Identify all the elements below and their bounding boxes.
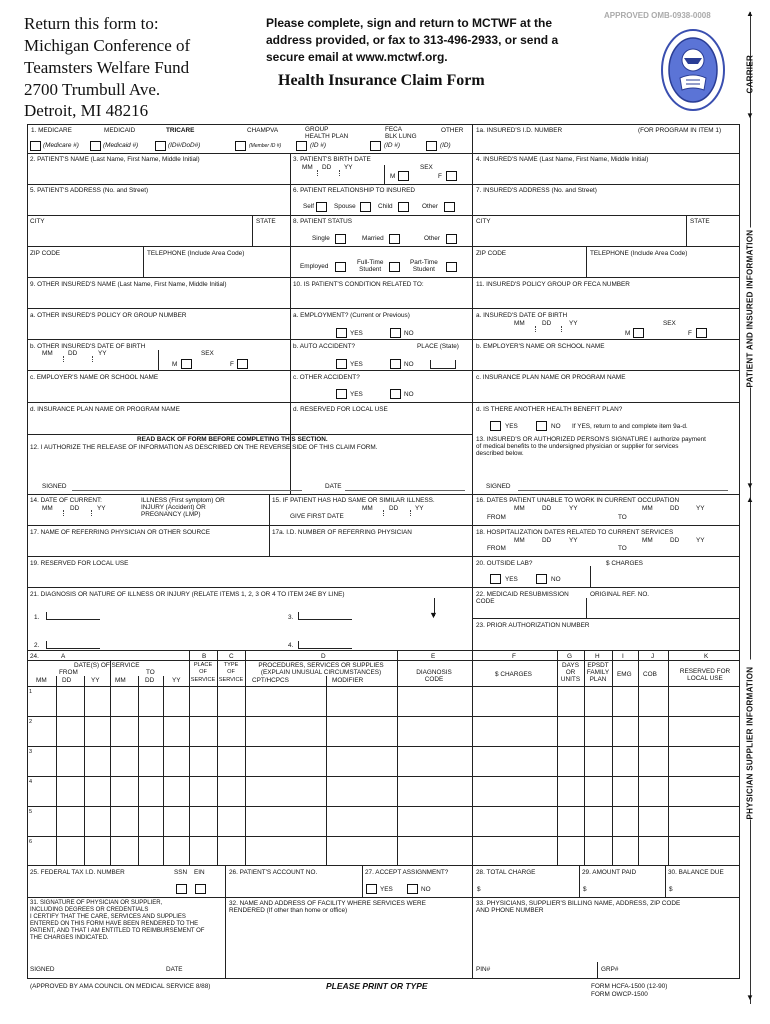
approved-omb: APPROVED OMB-0938-0008 [604,11,711,20]
married-label: Married [362,235,384,242]
row-number: 1 [29,689,33,695]
zip-label: ZIP CODE [30,250,61,257]
mm-label: MM [36,677,47,684]
mm-label: MM [42,350,53,357]
dd-label: DD [322,164,332,171]
other-accident-yes-checkbox[interactable] [336,389,347,399]
yy-label: YY [569,320,578,327]
state-label: STATE [256,218,276,225]
col-j-label: J [651,653,655,660]
yy-label: YY [97,505,106,512]
patient-address-label: 5. PATIENT'S ADDRESS (No. and Street) [30,187,149,194]
days-units-label: DAYS OR UNITS [560,662,581,684]
col-c-label: C [229,653,234,660]
dd-label: DD [389,505,399,512]
employment-yes-label: YES [350,330,363,337]
mm-label: MM [362,505,373,512]
return-to-line2: Michigan Conference of [24,36,191,55]
insurance-plan-label: c. INSURANCE PLAN NAME OR PROGRAM NAME [476,374,626,381]
employment-label: a. EMPLOYMENT? (Current or Previous) [293,312,410,319]
total-charge-label: 28. TOTAL CHARGE [476,869,536,876]
billing-info-label: 33. PHYSICIANS, SUPPLIER'S BILLING NAME, ADDRESS, ZIP CODE AND PHONE NUMBER [476,900,681,915]
male-label: M [625,330,631,337]
yy-label: YY [569,537,578,544]
spouse-checkbox[interactable] [360,202,371,212]
date-current-label: 14. DATE OF CURRENT: [30,497,102,504]
dd-label: DD [70,505,80,512]
form-owcp: FORM OWCP-1500 [591,991,648,998]
lab-no-label: NO [551,576,561,583]
instructions-line2: address provided, or fax to 313-496-2933, or send a [266,33,559,47]
epsdt-label: EPSDT FAMILY PLAN [586,662,610,684]
benefit-yes-checkbox[interactable] [490,421,501,431]
other-status-checkbox[interactable] [446,234,457,244]
other-id: (ID) [440,142,451,149]
part-time-label: Part-Time Student [410,259,438,273]
insured-state-label: STATE [690,218,710,225]
medicaid-label: MEDICAID [104,127,136,134]
yy-label: YY [569,505,578,512]
date-label: DATE [325,483,342,490]
other-accident-no-checkbox[interactable] [390,389,401,399]
feca-id: (ID #) [384,142,400,149]
ein-label: EIN [194,869,205,876]
mm-label: MM [115,677,126,684]
col-a-label: A [61,653,66,660]
part-time-checkbox[interactable] [446,262,457,272]
dd-label: DD [542,537,552,544]
spouse-label: Spouse [334,203,356,210]
give-first-date-label: GIVE FIRST DATE [290,513,344,520]
tax-id-label: 25. FEDERAL TAX I.D. NUMBER [30,869,125,876]
benefit-no-checkbox[interactable] [536,421,547,431]
form-hcfa: FORM HCFA-1500 (12-90) [591,983,668,990]
teamsters-logo [660,28,726,112]
pin-label: PIN# [476,966,491,973]
emg-label: EMG [617,671,632,678]
service-from-label: FROM [59,669,78,676]
auto-yes-checkbox[interactable] [336,359,347,369]
patient-info-label: PATIENT AND INSURED INFORMATION [746,228,755,388]
diagnosis-label: 21. DIAGNOSIS OR NATURE OF ILLNESS OR INJURY (RELATE ITEMS 1, 2, 3 OR 4 TO ITEM 24E BY LINE) [30,591,345,598]
medicare-num: (Medicare #) [43,142,79,149]
yy-label: YY [696,537,705,544]
place-service-label: PLACE OF SERVICE [190,662,216,683]
arrow-down-icon: ▼ [746,111,754,120]
dd-label: DD [68,350,78,357]
row-number: 5 [29,809,33,815]
yy-label: YY [98,350,107,357]
sex-label: SEX [663,320,676,327]
assignment-yes-checkbox[interactable] [366,884,377,894]
row-number: 3 [29,749,33,755]
charges-label: $ CHARGES [495,671,532,678]
instructions-line3: secure email at www.mctwf.org. [266,50,448,64]
mm-label: MM [514,537,525,544]
from-label: FROM [487,514,506,521]
relationship-label: 6. PATIENT RELATIONSHIP TO INSURED [293,187,416,194]
female-checkbox[interactable] [446,171,457,181]
medicaid-checkbox[interactable] [90,141,101,151]
referring-physician-label: 17. NAME OF REFERRING PHYSICIAN OR OTHER SOURCE [30,529,211,536]
place-state-label: PLACE (State) [417,343,459,350]
insured-signed-label: SIGNED [486,483,511,490]
condition-related-label: 10. IS PATIENT'S CONDITION RELATED TO: [293,281,424,288]
physician-signed-label: SIGNED [30,966,55,973]
group-id: (ID #) [310,142,326,149]
if-yes-note: If YES, return to and complete item 9a-d. [572,423,688,430]
paid-dollar: $ [583,886,587,893]
signed-label: SIGNED [42,483,67,490]
please-print: PLEASE PRINT OR TYPE [326,981,428,991]
birth-date-label: 3. PATIENT'S BIRTH DATE [293,156,371,163]
benefit-yes-label: YES [505,423,518,430]
approved-ama: (APPROVED BY AMA COUNCIL ON MEDICAL SERVICE 8/88) [30,983,211,990]
accept-assignment-label: 27. ACCEPT ASSIGNMENT? [365,869,449,876]
modifier-label: MODIFIER [332,677,364,684]
employment-no-checkbox[interactable] [390,328,401,338]
yy-label: YY [415,505,424,512]
to-label: TO [618,514,627,521]
diagnosis-1-field[interactable] [46,612,100,620]
account-no-label: 26. PATIENT'S ACCOUNT NO. [229,869,318,876]
insured-signature-label: 13. INSURED'S OR AUTHORIZED PERSON'S SIGNATURE I authorize payment of medical benefits to the undersigned physician or supplier for services described below. [476,436,706,458]
employed-checkbox[interactable] [335,262,346,272]
dd-label: DD [542,505,552,512]
feca-checkbox[interactable] [370,141,381,151]
employment-yes-checkbox[interactable] [336,328,347,338]
single-label: Single [312,235,330,242]
reserved-local-label: d. RESERVED FOR LOCAL USE [293,406,388,413]
sex-label: SEX [201,350,214,357]
diagnosis-3-field[interactable] [298,612,352,620]
for-program-label: (FOR PROGRAM IN ITEM 1) [638,127,722,134]
mm-label: MM [42,505,53,512]
insured-dob-label: a. INSURED'S DATE OF BIRTH [476,312,568,319]
other-insured-name-label: 9. OTHER INSURED'S NAME (Last Name, First Name, Middle Initial) [30,281,227,288]
full-time-checkbox[interactable] [389,262,400,272]
dd-label: DD [670,537,680,544]
other-employer-label: c. EMPLOYER'S NAME OR SCHOOL NAME [30,374,159,381]
policy-group-label: 11. INSURED'S POLICY GROUP OR FECA NUMBER [476,281,630,288]
auto-accident-label: b. AUTO ACCIDENT? [293,343,356,350]
original-ref-label: ORIGINAL REF. NO. [590,591,650,598]
diagnosis-4-field[interactable] [298,641,352,649]
physician-signature-label: 31. SIGNATURE OF PHYSICIAN OR SUPPLIER, INCLUDING DEGREES OR CREDENTIALS I CERTIFY THAT THE CARE, SERVICES AND SUPPLIES ENTERED ON THIS FORM HAVE BEEN RENDERED TO THE PATIENT, AND THAT I AM ENTITLED TO REIMBURSEMENT OF THE CHARGES INDICATED. [30,900,205,941]
group-health-label: GROUP HEALTH PLAN [305,126,349,141]
row-number: 2 [29,719,33,725]
reserved-local-label: RESERVED FOR LOCAL USE [679,668,731,683]
city-label: CITY [30,218,45,225]
other-accident-yes-label: YES [350,391,363,398]
auto-yes-label: YES [350,361,363,368]
dates-of-service-label: DATE(S) OF SERVICE [74,662,140,669]
hospitalization-label: 18. HOSPITALIZATION DATES RELATED TO CURRENT SERVICES [476,529,674,536]
type-service-label: TYPE OF SERVICE [218,662,244,683]
form-title: Health Insurance Claim Form [278,72,485,89]
yy-label: YY [344,164,353,171]
arrow-up-icon: ▲ [746,495,754,504]
ssn-checkbox[interactable] [176,884,187,894]
male-label: M [390,173,396,180]
lab-yes-label: YES [505,576,518,583]
yy-label: YY [696,505,705,512]
arrow-down-icon: ▼ [429,610,438,620]
col-d-label: D [321,653,326,660]
auto-no-label: NO [404,361,414,368]
yy-label: YY [172,677,181,684]
insured-id-label: 1a. INSURED'S I.D. NUMBER [476,127,563,134]
self-checkbox[interactable] [316,202,327,212]
medicare-label: 1. MEDICARE [31,127,72,134]
from-label: FROM [487,545,506,552]
read-back-notice: READ BACK OF FORM BEFORE COMPLETING THIS SECTION. [137,436,328,443]
outside-lab-label: 20. OUTSIDE LAB? [476,560,533,567]
insured-telephone-label: TELEPHONE (Include Area Code) [590,250,688,257]
other-rel-label: Other [422,203,438,210]
diagnosis-3-label: 3. [288,614,294,621]
unable-work-label: 16. DATES PATIENT UNABLE TO WORK IN CURRENT OCCUPATION [476,497,680,504]
medicare-checkbox[interactable] [30,141,41,151]
group-health-checkbox[interactable] [296,141,307,151]
diagnosis-2-label: 2. [34,642,40,649]
col-b-label: B [202,653,207,660]
col-i-label: I [622,653,624,660]
self-label: Self [303,203,315,210]
same-illness-label: 15. IF PATIENT HAS HAD SAME OR SIMILAR ILLNESS. [272,497,435,504]
return-to-line4: 2700 Trumbull Ave. [24,80,161,99]
assignment-yes-label: YES [380,886,393,893]
diagnosis-1-label: 1. [34,614,40,621]
dd-label: DD [670,505,680,512]
col-f-label: F [512,653,516,660]
col-k-label: K [704,653,709,660]
procedures-label: PROCEDURES, SERVICES OR SUPPLIES (EXPLAIN UNUSUAL CIRCUMSTANCES) [258,662,384,677]
mm-label: MM [642,505,653,512]
balance-dollar: $ [669,886,673,893]
arrow-down-icon: ▼ [746,993,754,1002]
female-label: F [230,361,234,368]
champva-member: (Member ID #) [249,143,282,149]
cpt-label: CPT/HCPCS [252,677,289,684]
tricare-label: TRICARE [166,127,195,134]
other-policy-label: a. OTHER INSURED'S POLICY OR GROUP NUMBER [30,312,187,319]
dd-label: DD [145,677,155,684]
child-checkbox[interactable] [398,202,409,212]
female-label: F [688,330,692,337]
feca-label: FECA BLK LUNG [385,126,417,141]
insured-female-checkbox[interactable] [696,328,707,338]
champva-label: CHAMPVA [247,127,279,134]
other-checkbox[interactable] [426,141,437,151]
other-insurance-plan-label: d. INSURANCE PLAN NAME OR PROGRAM NAME [30,406,180,413]
diagnosis-4-label: 4. [288,642,294,649]
prior-auth-label: 23. PRIOR AUTHORIZATION NUMBER [476,622,590,629]
auto-no-checkbox[interactable] [390,359,401,369]
other-label: OTHER [441,127,464,134]
mm-label: MM [514,320,525,327]
illness-label: ILLNESS (First symptom) OR INJURY (Accident) OR PREGNANCY (LMP) [141,497,225,519]
balance-due-label: 30. BALANCE DUE [668,869,724,876]
insured-address-label: 7. INSURED'S ADDRESS (No. and Street) [476,187,597,194]
champva-checkbox[interactable] [235,141,246,151]
tricare-id: (ID#/DoD#) [168,142,201,149]
assignment-no-label: NO [421,886,431,893]
sex-label: SEX [420,164,433,171]
dd-label: DD [62,677,72,684]
lab-charges-label: $ CHARGES [606,560,643,567]
lab-no-checkbox[interactable] [536,574,547,584]
male-checkbox[interactable] [398,171,409,181]
instructions-line1: Please complete, sign and return to MCTWF at the [266,16,553,30]
diagnosis-2-field[interactable] [46,641,100,649]
col-e-label: E [431,653,436,660]
insured-zip-label: ZIP CODE [476,250,507,257]
carrier-label: CARRIER [745,54,755,94]
other-female-checkbox[interactable] [237,359,248,369]
row-number: 6 [29,839,33,845]
full-time-label: Full-Time Student [357,259,384,273]
insured-name-label: 4. INSURED'S NAME (Last Name, First Name, Middle Initial) [476,156,649,163]
another-benefit-label: d. IS THERE ANOTHER HEALTH BENEFIT PLAN? [476,406,623,413]
assignment-no-checkbox[interactable] [407,884,418,894]
lab-yes-checkbox[interactable] [490,574,501,584]
arrow-down-icon: ▼ [746,481,754,490]
other-accident-no-label: NO [404,391,414,398]
diagnosis-code-label: DIAGNOSIS CODE [416,669,452,684]
patient-status-label: 8. PATIENT STATUS [293,218,353,225]
col-g-label: G [567,653,572,660]
return-to-line3: Teamsters Welfare Fund [24,58,190,77]
authorize-release-label: 12. I AUTHORIZE THE RELEASE OF INFORMATION AS DESCRIBED ON THE REVERSE SIDE OF THIS CLAIM FORM. [30,444,378,451]
mm-label: MM [642,537,653,544]
dd-label: DD [542,320,552,327]
other-accident-label: c. OTHER ACCIDENT? [293,374,360,381]
item-24-label: 24. [30,653,39,660]
row-number: 4 [29,779,33,785]
benefit-no-label: NO [551,423,561,430]
reserved-local-19-label: 19. RESERVED FOR LOCAL USE [30,560,129,567]
medicaid-resub-label: 22. MEDICAID RESUBMISSION CODE [476,591,569,606]
child-label: Child [378,203,393,210]
return-to-line5: Detroit, MI 48216 [24,101,149,120]
physician-date-label: DATE [166,966,183,973]
yy-label: YY [91,677,100,684]
employer-name-label: b. EMPLOYER'S NAME OR SCHOOL NAME [476,343,605,350]
return-to-line1: Return this form to: [24,14,159,33]
medicaid-num: (Medicaid #) [103,142,139,149]
service-to-label: TO [146,669,155,676]
female-label: F [438,173,442,180]
ein-checkbox[interactable] [195,884,206,894]
ssn-label: SSN [174,869,188,876]
telephone-label: TELEPHONE (Include Area Code) [147,250,245,257]
tricare-checkbox[interactable] [155,141,166,151]
facility-address-label: 32. NAME AND ADDRESS OF FACILITY WHERE SERVICES WERE RENDERED (If other than home or office) [229,900,426,915]
col-h-label: H [595,653,600,660]
mm-label: MM [302,164,313,171]
other-rel-checkbox[interactable] [444,202,455,212]
insured-city-label: CITY [476,218,491,225]
insured-male-checkbox[interactable] [633,328,644,338]
mm-label: MM [514,505,525,512]
arrow-up-icon: ▲ [746,9,754,18]
employment-no-label: NO [404,330,414,337]
patient-name-label: 2. PATIENT'S NAME (Last Name, First Name, Middle Initial) [30,156,200,163]
cob-label: COB [643,671,657,678]
single-checkbox[interactable] [335,234,346,244]
amount-paid-label: 29. AMOUNT PAID [582,869,637,876]
other-status-label: Other [424,235,440,242]
employed-label: Employed [300,263,329,270]
other-male-checkbox[interactable] [181,359,192,369]
total-dollar: $ [477,886,481,893]
to-label: TO [618,545,627,552]
referring-id-label: 17a. I.D. NUMBER OF REFERRING PHYSICIAN [272,529,412,536]
physician-info-label: PHYSICIAN SUPPLIER INFORMATION [746,660,755,820]
grp-label: GRP# [601,966,619,973]
male-label: M [172,361,178,368]
married-checkbox[interactable] [389,234,400,244]
other-dob-label: b. OTHER INSURED'S DATE OF BIRTH [30,343,146,350]
place-state-field[interactable] [430,360,456,369]
